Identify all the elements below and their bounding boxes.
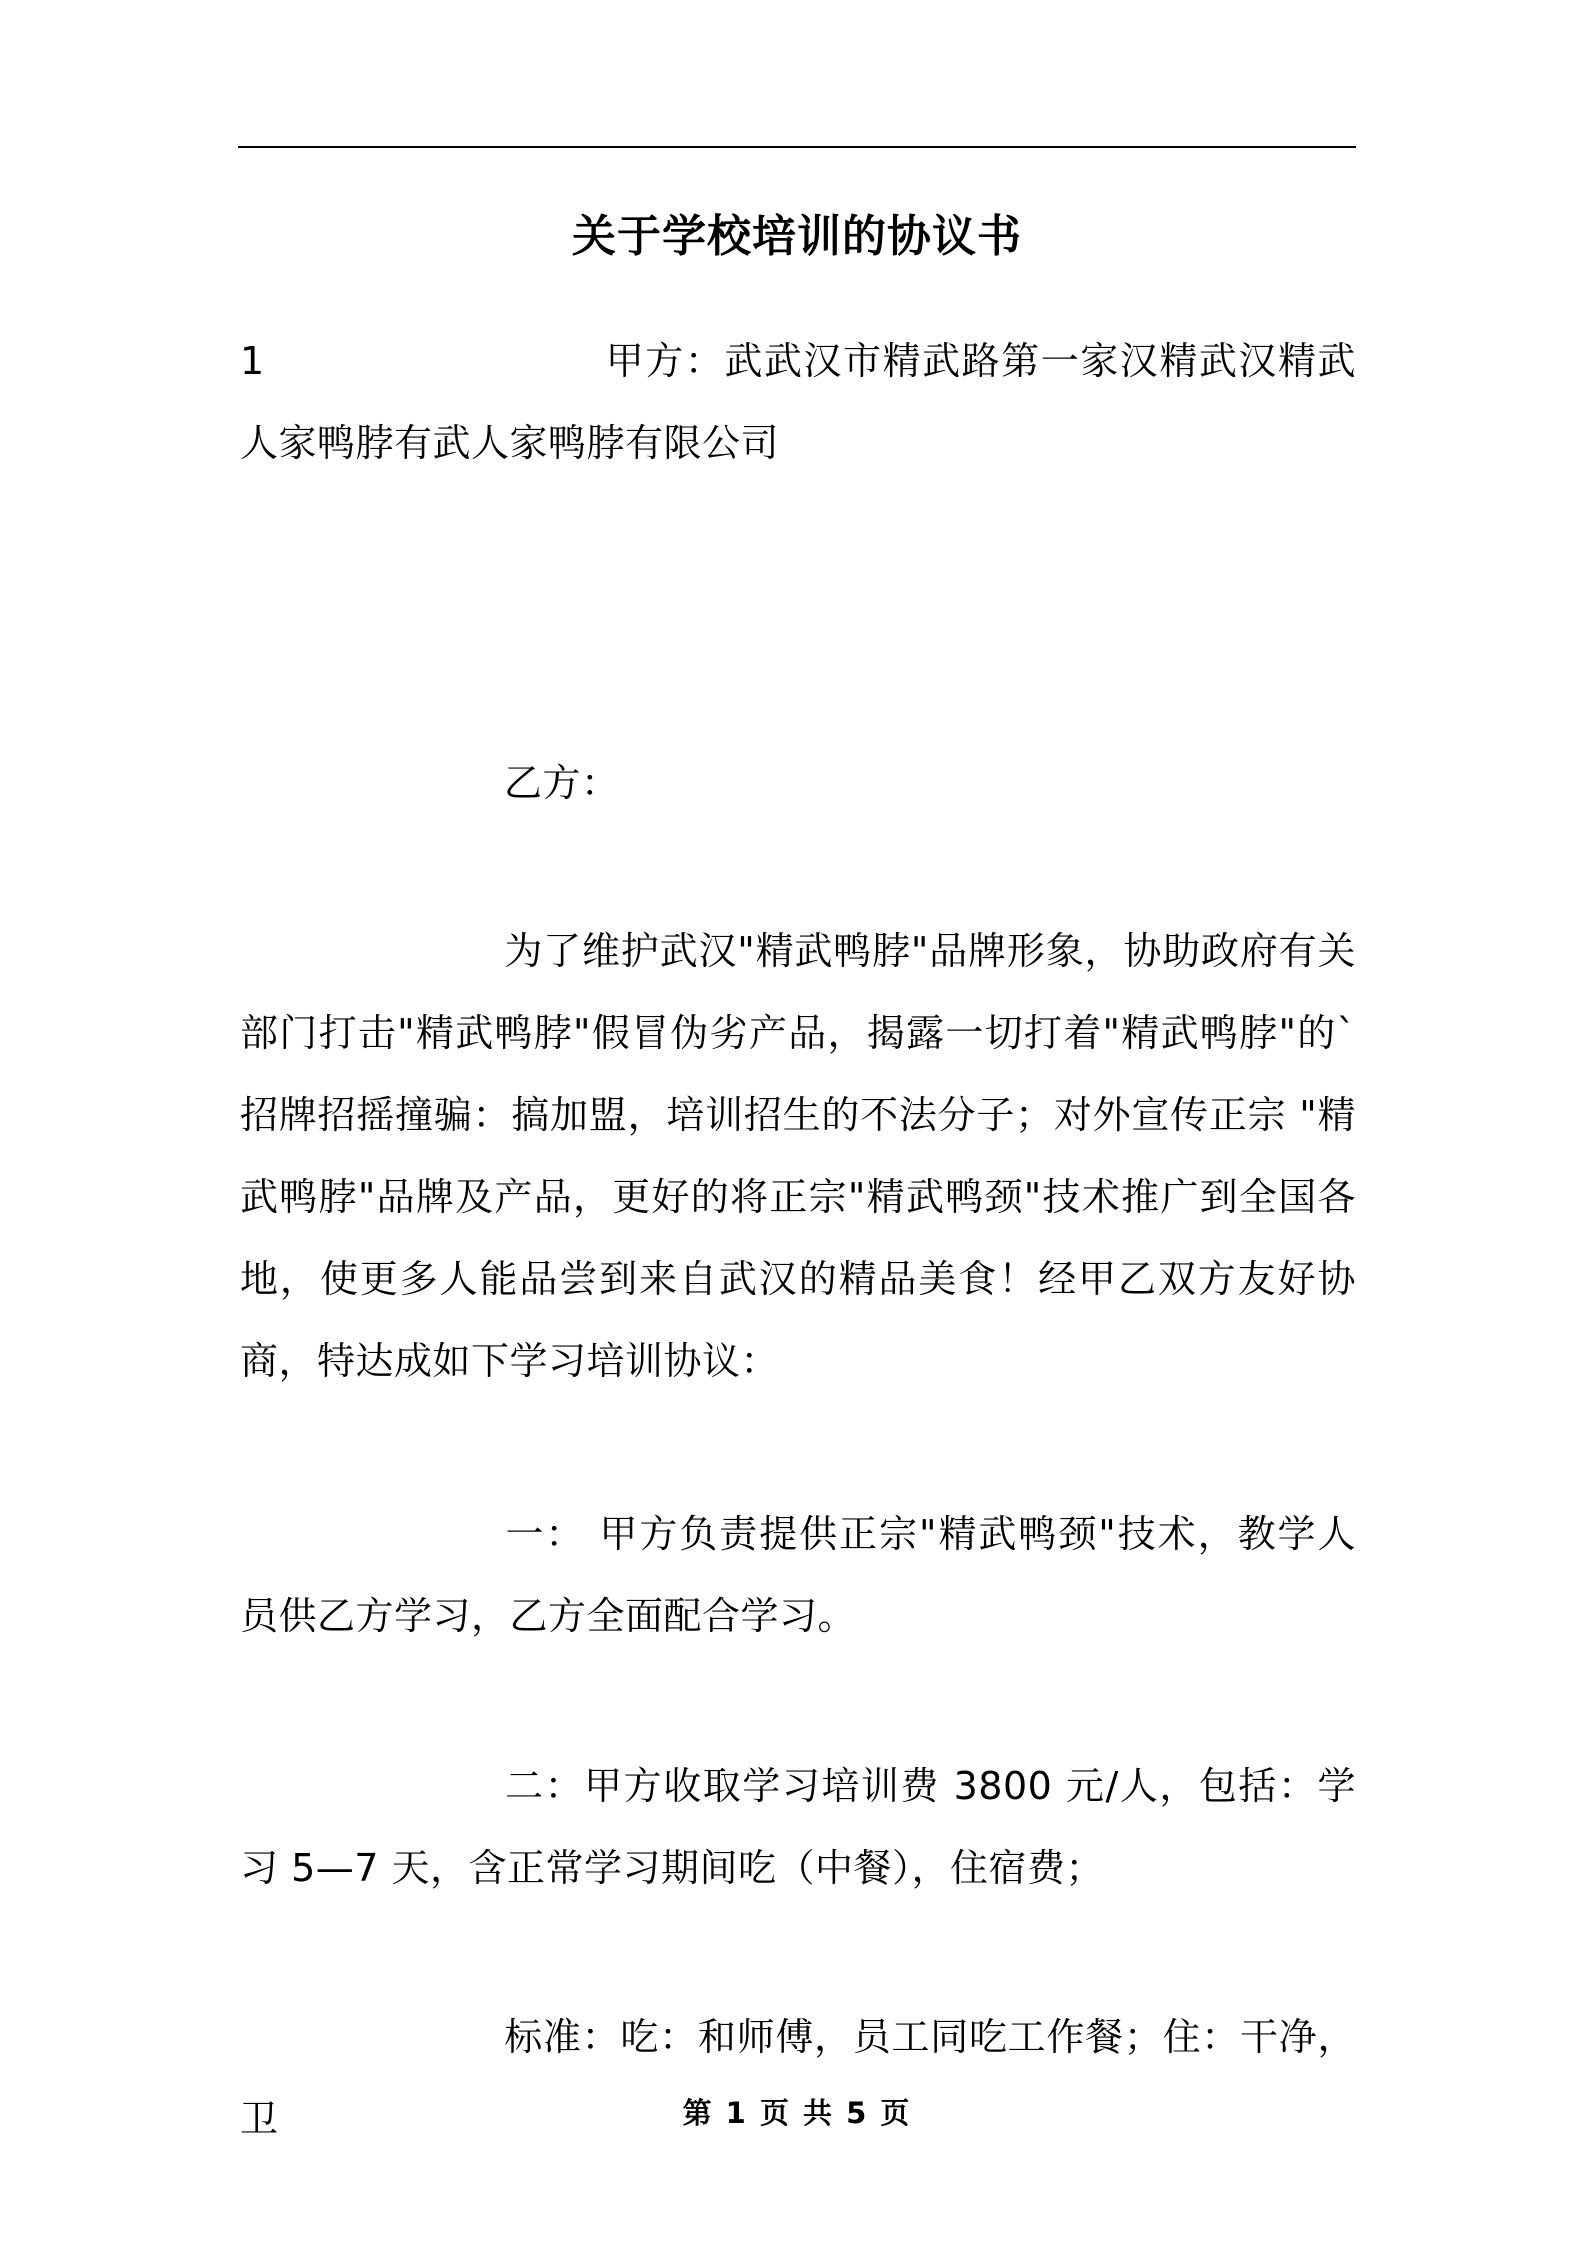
clause-2-paragraph: [240, 1745, 1356, 1909]
preamble-paragraph: [240, 910, 1356, 1402]
party-b-text: 乙方：: [504, 761, 620, 805]
standard-text: 标准：吃：和师傅，员工同吃工作餐；住：干净，卫: [240, 2015, 1356, 2141]
standard-paragraph: [240, 1996, 1356, 2160]
party-a-text: 甲方：武武汉市精武路第一家汉精武汉精武人家鸭脖有武人家鸭脖有限公司: [240, 339, 1356, 465]
party-a-paragraph: [240, 320, 1356, 484]
header-rule: [238, 146, 1356, 148]
page-number-footer: 第 1 页 共 5 页: [682, 2096, 912, 2130]
document-title: 关于学校培训的协议书: [572, 211, 1022, 262]
party-a-number: 1: [240, 339, 265, 383]
preamble-text: 为了维护武汉"精武鸭脖"品牌形象，协助政府有关部门打击"精武鸭脖"假冒伪劣产品，揭露一切打着"精武鸭脖"的`招牌招摇撞骗：搞加盟，培训招生的不法分子；对外宣传正宗 "精武鸭脖"品牌及产品，更好的将正宗"精武鸭颈"技术推广到全国各地，使更多人能品尝到来自武汉的精品美食！经甲乙双方友好协商，特达成如下学习培训协议：: [240, 929, 1356, 1383]
clause-1-text: 一： 甲方负责提供正宗"精武鸭颈"技术，教学人员供乙方学习，乙方全面配合学习。: [240, 1512, 1356, 1638]
party-b-paragraph: [240, 742, 1356, 824]
clause-2-text: 二：甲方收取学习培训费 3800 元/人，包括：学习 5—7 天，含正常学习期间吃（中餐），住宿费；: [240, 1764, 1356, 1890]
clause-1-paragraph: [240, 1493, 1356, 1657]
